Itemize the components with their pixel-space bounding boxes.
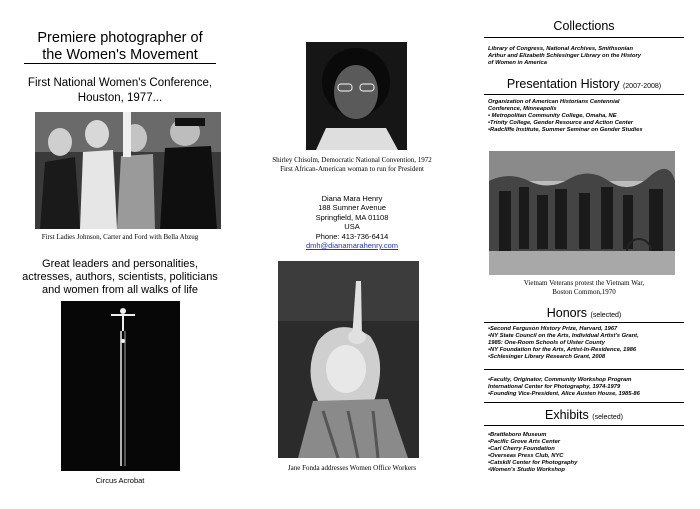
exhibits-list: •Brattleboro Museum •Pacific Grove Arts Center •Carl Cherry Foundation •Overseas Press Club, NYC •Catskill Center for Photography •Women's Studio Workshop	[488, 432, 578, 473]
vietnam-veterans-caption: Vietnam Veterans protest the Vietnam War, Boston Common,1970	[523, 279, 645, 296]
presentation-history-heading: Presentation History (2007-2008)	[506, 77, 662, 91]
honors-heading: Honors (selected)	[546, 306, 622, 320]
circus-acrobat-caption: Circus Acrobat	[95, 476, 145, 485]
contact-street: 188 Sumner Avenue	[318, 203, 386, 213]
left-panel	[20, 0, 220, 509]
collections-heading: Collections	[553, 19, 615, 33]
first-ladies-caption: First Ladies Johnson, Carter and Ford with Bella Abzug	[41, 233, 199, 241]
intro-paragraph: Great leaders and personalities, actresses, authors, scientists, politicians and women from all walks of life	[22, 258, 218, 296]
jane-fonda-photo	[278, 261, 419, 458]
workshop-list: •Faculty, Originator, Community Workshop Program International Center for Photography, 1974-1979 •Founding Vice-President, Alice Austen House, 1985-86	[488, 377, 640, 397]
panel-title: Premiere photographer of the Women's Movement	[37, 30, 203, 63]
presentation-list: Organization of American Historians Centennial Conference, Minneapolis • Metropolitan Community College, Omaha, NE •Trinity College, Gender Resource and Action Center •Radcliffe Institute, Summer Seminar on Gender Studies	[488, 99, 643, 133]
collections-rule	[484, 37, 684, 38]
exhibits-heading: Exhibits (selected)	[545, 408, 623, 422]
contact-country: USA	[344, 222, 360, 232]
workshop-divider	[484, 402, 684, 403]
contact-city: Springfield, MA 01108	[315, 212, 389, 222]
contact-block	[252, 194, 452, 250]
shirley-chisholm-photo	[306, 42, 407, 150]
honors-divider	[484, 369, 684, 370]
title-underline	[24, 63, 216, 64]
exhibits-rule	[484, 425, 684, 426]
honors-list: •Second Ferguson History Prize, Harvard, 1967 •NY State Council on the Arts, Individual Artist's Grant, 1985: One-Room Schools of Ulster County •NY Foundation for the Arts, Artist-In-Residence, 1986 •Schlesinger Library Research Grant, 2008	[488, 326, 639, 360]
collections-list: Library of Congress, National Archives, Smithsonian Arthur and Elizabeth Schlesinger Library on the History of Women in America	[488, 46, 642, 66]
panel-subtitle: First National Women's Conference, Houston, 1977...	[27, 77, 213, 104]
vietnam-veterans-photo	[489, 151, 675, 275]
honors-rule	[484, 322, 684, 323]
circus-acrobat-photo	[61, 301, 180, 471]
contact-email-link[interactable]: dmh@dianamarahenry.com	[305, 241, 399, 251]
center-panel	[252, 0, 452, 509]
right-panel	[484, 0, 684, 509]
jane-fonda-caption: Jane Fonda addresses Women Office Workers	[287, 464, 417, 472]
shirley-chisholm-caption: Shirley Chisolm, Democratic National Convention, 1972 First African-American woman to run for President	[272, 156, 432, 173]
presentation-rule	[484, 94, 684, 95]
contact-phone: Phone: 413-736-6414	[315, 231, 389, 241]
first-ladies-photo	[35, 112, 221, 229]
contact-name: Diana Mara Henry	[321, 194, 383, 203]
